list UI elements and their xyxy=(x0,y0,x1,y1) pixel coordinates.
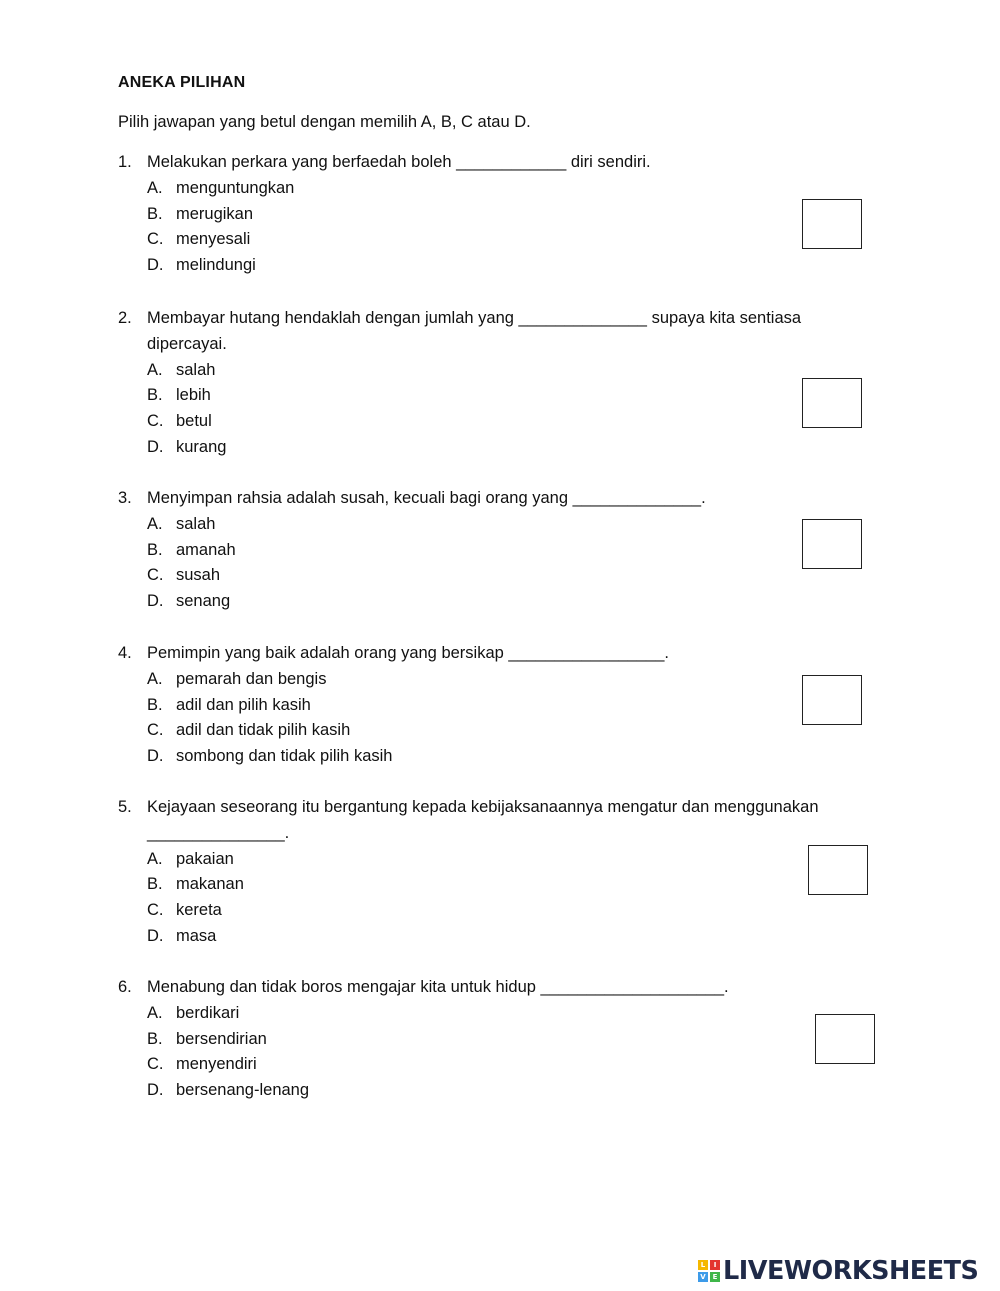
answer-box-6[interactable] xyxy=(815,1014,875,1064)
option-text: pakaian xyxy=(176,849,234,868)
question-number: 5. xyxy=(118,798,132,816)
option-letter: A. xyxy=(147,1003,163,1022)
option-b xyxy=(118,693,878,719)
option-b xyxy=(118,872,878,898)
question-2 xyxy=(118,306,878,461)
option-text: bersenang-lenang xyxy=(176,1081,310,1100)
liveworksheets-logo-icon xyxy=(698,1260,720,1282)
option-text: menyendiri xyxy=(176,1055,257,1074)
option-letter: B. xyxy=(147,204,163,223)
option-a xyxy=(118,847,878,873)
option-text: melindungi xyxy=(176,256,256,275)
logo-square-i: I xyxy=(710,1260,720,1270)
option-letter: B. xyxy=(147,875,163,894)
option-a xyxy=(118,1001,878,1027)
option-text: salah xyxy=(176,360,216,379)
option-text: adil dan pilih kasih xyxy=(176,695,311,714)
question-number: 2. xyxy=(118,309,132,327)
option-text: adil dan tidak pilih kasih xyxy=(176,721,351,740)
option-letter: C. xyxy=(147,1055,164,1074)
option-letter: A. xyxy=(147,849,163,868)
option-c xyxy=(118,718,878,744)
option-text: salah xyxy=(176,514,216,533)
option-b xyxy=(118,383,878,409)
option-c xyxy=(118,409,878,435)
option-a xyxy=(118,667,878,693)
option-text: lebih xyxy=(176,386,211,405)
liveworksheets-logo xyxy=(698,1255,978,1287)
option-text: amanah xyxy=(176,540,236,559)
option-text: bersendirian xyxy=(176,1029,267,1048)
option-text: kereta xyxy=(176,901,222,920)
question-number: 1. xyxy=(118,153,132,171)
option-text: merugikan xyxy=(176,204,254,223)
option-letter: C. xyxy=(147,412,164,431)
option-letter: D. xyxy=(147,256,164,275)
question-1 xyxy=(118,150,878,279)
worksheet-title: ANEKA PILIHAN xyxy=(118,74,246,91)
option-text: kurang xyxy=(176,437,227,456)
option-c xyxy=(118,898,878,924)
option-text: berdikari xyxy=(176,1003,240,1022)
question-number: 6. xyxy=(118,978,132,996)
question-6 xyxy=(118,975,878,1104)
option-text: menguntungkan xyxy=(176,178,295,197)
question-text-continued: _______________. xyxy=(147,823,290,842)
option-letter: C. xyxy=(147,901,164,920)
answer-box-2[interactable] xyxy=(802,378,862,428)
option-text: makanan xyxy=(176,875,244,894)
option-a xyxy=(118,512,878,538)
option-letter: B. xyxy=(147,386,163,405)
option-letter: D. xyxy=(147,747,164,766)
option-letter: A. xyxy=(147,178,163,197)
question-text: Melakukan perkara yang berfaedah boleh ____________ diri sendiri. xyxy=(147,153,651,171)
option-text: betul xyxy=(176,412,212,431)
logo-square-l: L xyxy=(698,1260,708,1270)
option-letter: C. xyxy=(147,230,164,249)
option-d xyxy=(118,744,878,770)
option-letter: B. xyxy=(147,695,163,714)
question-3 xyxy=(118,486,878,615)
option-d xyxy=(118,589,878,615)
question-number: 4. xyxy=(118,644,132,662)
option-c xyxy=(118,1052,878,1078)
option-c xyxy=(118,563,878,589)
option-d xyxy=(118,435,878,461)
question-number: 3. xyxy=(118,489,132,507)
option-b xyxy=(118,202,878,228)
option-text: masa xyxy=(176,926,217,945)
question-text: Kejayaan seseorang itu bergantung kepada kebijaksanaannya mengatur dan menggunakan xyxy=(147,798,819,816)
option-letter: D. xyxy=(147,437,164,456)
liveworksheets-logo-text: LIVEWORKSHEETS xyxy=(723,1256,979,1286)
option-text: menyesali xyxy=(176,230,251,249)
option-d xyxy=(118,253,878,279)
option-letter: B. xyxy=(147,540,163,559)
answer-box-5[interactable] xyxy=(808,845,868,895)
option-letter: A. xyxy=(147,669,163,688)
question-5 xyxy=(118,795,878,950)
option-c xyxy=(118,227,878,253)
option-letter: A. xyxy=(147,514,163,533)
question-text: Menyimpan rahsia adalah susah, kecuali bagi orang yang ______________. xyxy=(147,489,706,507)
option-letter: B. xyxy=(147,1029,163,1048)
question-4 xyxy=(118,641,878,770)
option-text: susah xyxy=(176,566,221,585)
answer-box-1[interactable] xyxy=(802,199,862,249)
option-letter: C. xyxy=(147,721,164,740)
instructions: Pilih jawapan yang betul dengan memilih A, B, C atau D. xyxy=(118,113,531,131)
option-b xyxy=(118,1027,878,1053)
option-text: sombong dan tidak pilih kasih xyxy=(176,747,393,766)
question-text-continued: dipercayai. xyxy=(147,334,227,353)
option-letter: D. xyxy=(147,1081,164,1100)
option-letter: A. xyxy=(147,360,163,379)
option-a xyxy=(118,358,878,384)
option-letter: C. xyxy=(147,566,164,585)
answer-box-3[interactable] xyxy=(802,519,862,569)
option-d xyxy=(118,924,878,950)
option-d xyxy=(118,1078,878,1104)
logo-square-v: V xyxy=(698,1272,708,1282)
option-a xyxy=(118,176,878,202)
question-text: Menabung dan tidak boros mengajar kita untuk hidup ____________________. xyxy=(147,978,729,996)
question-text: Membayar hutang hendaklah dengan jumlah yang ______________ supaya kita sentiasa xyxy=(147,309,802,327)
question-text: Pemimpin yang baik adalah orang yang bersikap _________________. xyxy=(147,644,669,662)
option-b xyxy=(118,538,878,564)
logo-square-e: E xyxy=(710,1272,720,1282)
answer-box-4[interactable] xyxy=(802,675,862,725)
option-letter: D. xyxy=(147,926,164,945)
option-text: senang xyxy=(176,592,231,611)
option-text: pemarah dan bengis xyxy=(176,669,327,688)
option-letter: D. xyxy=(147,592,164,611)
